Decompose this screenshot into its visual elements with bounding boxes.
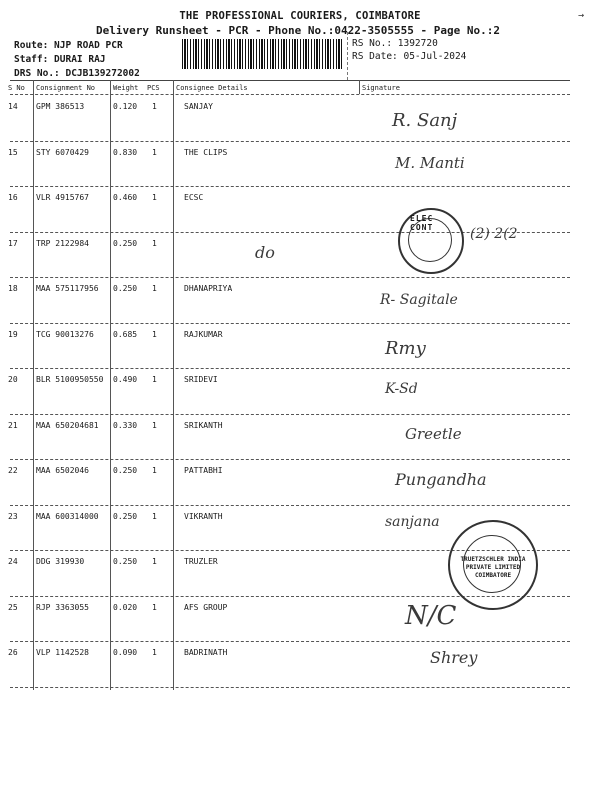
col-signature: Signature <box>362 84 400 92</box>
row-consignee: SANJAY <box>184 102 213 111</box>
table-row <box>0 278 600 324</box>
row-pcs: 1 <box>152 238 157 248</box>
col-pcs: PCS <box>147 84 160 92</box>
company-title: THE PROFESSIONAL COURIERS, COIMBATORE <box>179 10 421 22</box>
staff-label: Staff: DURAI RAJ <box>14 54 106 65</box>
signature: N/C <box>405 600 457 631</box>
row-consignment-no: TCG 90013276 <box>36 329 94 339</box>
row-consignment-no: VLR 4915767 <box>36 193 89 202</box>
row-consignee: DHANAPRIYA <box>184 284 233 293</box>
row-pcs: 1 <box>152 102 157 111</box>
col-weight: Weight <box>113 84 139 92</box>
row-weight: 0.250 <box>113 284 138 293</box>
row-consignment-no: MAA 600314000 <box>36 511 99 521</box>
row-consignee: SRIKANTH <box>184 420 223 430</box>
row-pcs: 1 <box>152 511 157 521</box>
row-weight: 0.330 <box>113 420 138 430</box>
rs-number: RS No.: 1392720 <box>352 38 438 49</box>
company-stamp <box>398 208 464 274</box>
row-weight: 0.090 <box>113 648 138 657</box>
row-pcs: 1 <box>152 329 157 339</box>
signature: Pungandha <box>395 470 487 489</box>
stamp-text: TRUETZSCHLER INDIA PRIVATE LIMITED COIMBATORE <box>460 556 526 579</box>
table-row <box>0 642 600 688</box>
row-pcs: 1 <box>152 375 157 384</box>
route-label: Route: NJP ROAD PCR <box>14 40 123 51</box>
row-sno: 23 <box>8 511 18 521</box>
row-weight: 0.490 <box>113 375 138 384</box>
row-pcs: 1 <box>152 147 157 157</box>
signature: do <box>255 242 275 262</box>
row-pcs: 1 <box>152 284 157 293</box>
row-consignee: PATTABHI <box>184 466 223 475</box>
row-consignment-no: TRP 2122984 <box>36 238 89 248</box>
row-pcs: 1 <box>152 648 157 657</box>
signature: Greetle <box>405 424 462 443</box>
row-sno: 25 <box>8 602 18 612</box>
row-consignment-no: MAA 575117956 <box>36 284 99 293</box>
row-consignment-no: MAA 650204681 <box>36 420 99 430</box>
row-sno: 16 <box>8 193 18 202</box>
header-divider <box>347 32 348 80</box>
row-consignee: BADRINATH <box>184 648 228 657</box>
row-consignee: RAJKUMAR <box>184 329 223 339</box>
col-sno: S No <box>8 84 25 92</box>
row-consignee: AFS GROUP <box>184 602 228 612</box>
row-sno: 26 <box>8 648 18 657</box>
table-row <box>0 324 600 370</box>
table-row <box>0 142 600 188</box>
row-pcs: 1 <box>152 557 157 566</box>
row-sno: 24 <box>8 557 18 566</box>
row-sno: 21 <box>8 420 18 430</box>
row-consignment-no: RJP 3363055 <box>36 602 89 612</box>
row-consignee: ECSC <box>184 193 204 202</box>
row-sno: 17 <box>8 238 18 248</box>
row-consignee: VIKRANTH <box>184 511 223 521</box>
header-top-line <box>10 80 570 81</box>
row-pcs: 1 <box>152 466 157 475</box>
row-pcs: 1 <box>152 420 157 430</box>
row-consignee: TRUZLER <box>184 557 218 566</box>
row-consignment-no: GPM 386513 <box>36 102 85 111</box>
row-sno: 22 <box>8 466 18 475</box>
row-weight: 0.685 <box>113 329 138 339</box>
signature: Rmy <box>385 337 426 359</box>
signature: M. Manti <box>395 153 465 172</box>
signature: Shrey <box>430 648 478 667</box>
row-sno: 15 <box>8 147 18 157</box>
table-row <box>0 460 600 506</box>
rs-date: RS Date: 05-Jul-2024 <box>352 51 467 62</box>
col-divider <box>359 80 360 94</box>
row-weight: 0.020 <box>113 602 138 612</box>
signature: R. Sanj <box>392 110 458 131</box>
row-weight: 0.460 <box>113 193 138 202</box>
company-stamp <box>448 520 538 610</box>
row-weight: 0.250 <box>113 466 138 475</box>
table-row <box>0 96 600 142</box>
row-pcs: 1 <box>152 193 157 202</box>
row-sno: 18 <box>8 284 18 293</box>
table-row <box>0 369 600 415</box>
row-consignment-no: VLP 1142528 <box>36 648 89 657</box>
col-consignment: Consignment No <box>36 84 96 92</box>
row-consignment-no: MAA 6502046 <box>36 466 89 475</box>
row-weight: 0.250 <box>113 238 138 248</box>
row-weight: 0.120 <box>113 102 138 111</box>
arrow-icon: → <box>578 10 585 21</box>
row-pcs: 1 <box>152 602 157 612</box>
header-bottom-line <box>10 94 570 95</box>
row-consignee: THE CLIPS <box>184 147 228 157</box>
signature: K-Sd <box>385 381 418 397</box>
barcode <box>182 39 342 69</box>
stamp-text: ELEC CONT <box>410 214 434 232</box>
row-divider <box>10 687 570 688</box>
row-consignment-no: STY 6070429 <box>36 147 89 157</box>
row-sno: 19 <box>8 329 18 339</box>
runsheet-subtitle: Delivery Runsheet - PCR - Phone No.:0422-3505555 - Page No.:2 <box>96 24 500 37</box>
row-consignment-no: DDG 319930 <box>36 557 85 566</box>
col-consignee: Consignee Details <box>176 84 248 92</box>
table-row <box>0 415 600 461</box>
row-consignment-no: BLR 5100950550 <box>36 375 104 384</box>
row-sno: 14 <box>8 102 18 111</box>
signature: sanjana <box>385 513 440 530</box>
row-weight: 0.250 <box>113 557 138 566</box>
signature: R- Sagitale <box>380 292 458 308</box>
row-sno: 20 <box>8 375 18 384</box>
row-weight: 0.250 <box>113 511 138 521</box>
row-weight: 0.830 <box>113 147 138 157</box>
drs-number: DRS No.: DCJB139272002 <box>14 68 140 79</box>
signature: (2) 2(2 <box>470 226 518 242</box>
row-consignee: SRIDEVI <box>184 375 218 384</box>
